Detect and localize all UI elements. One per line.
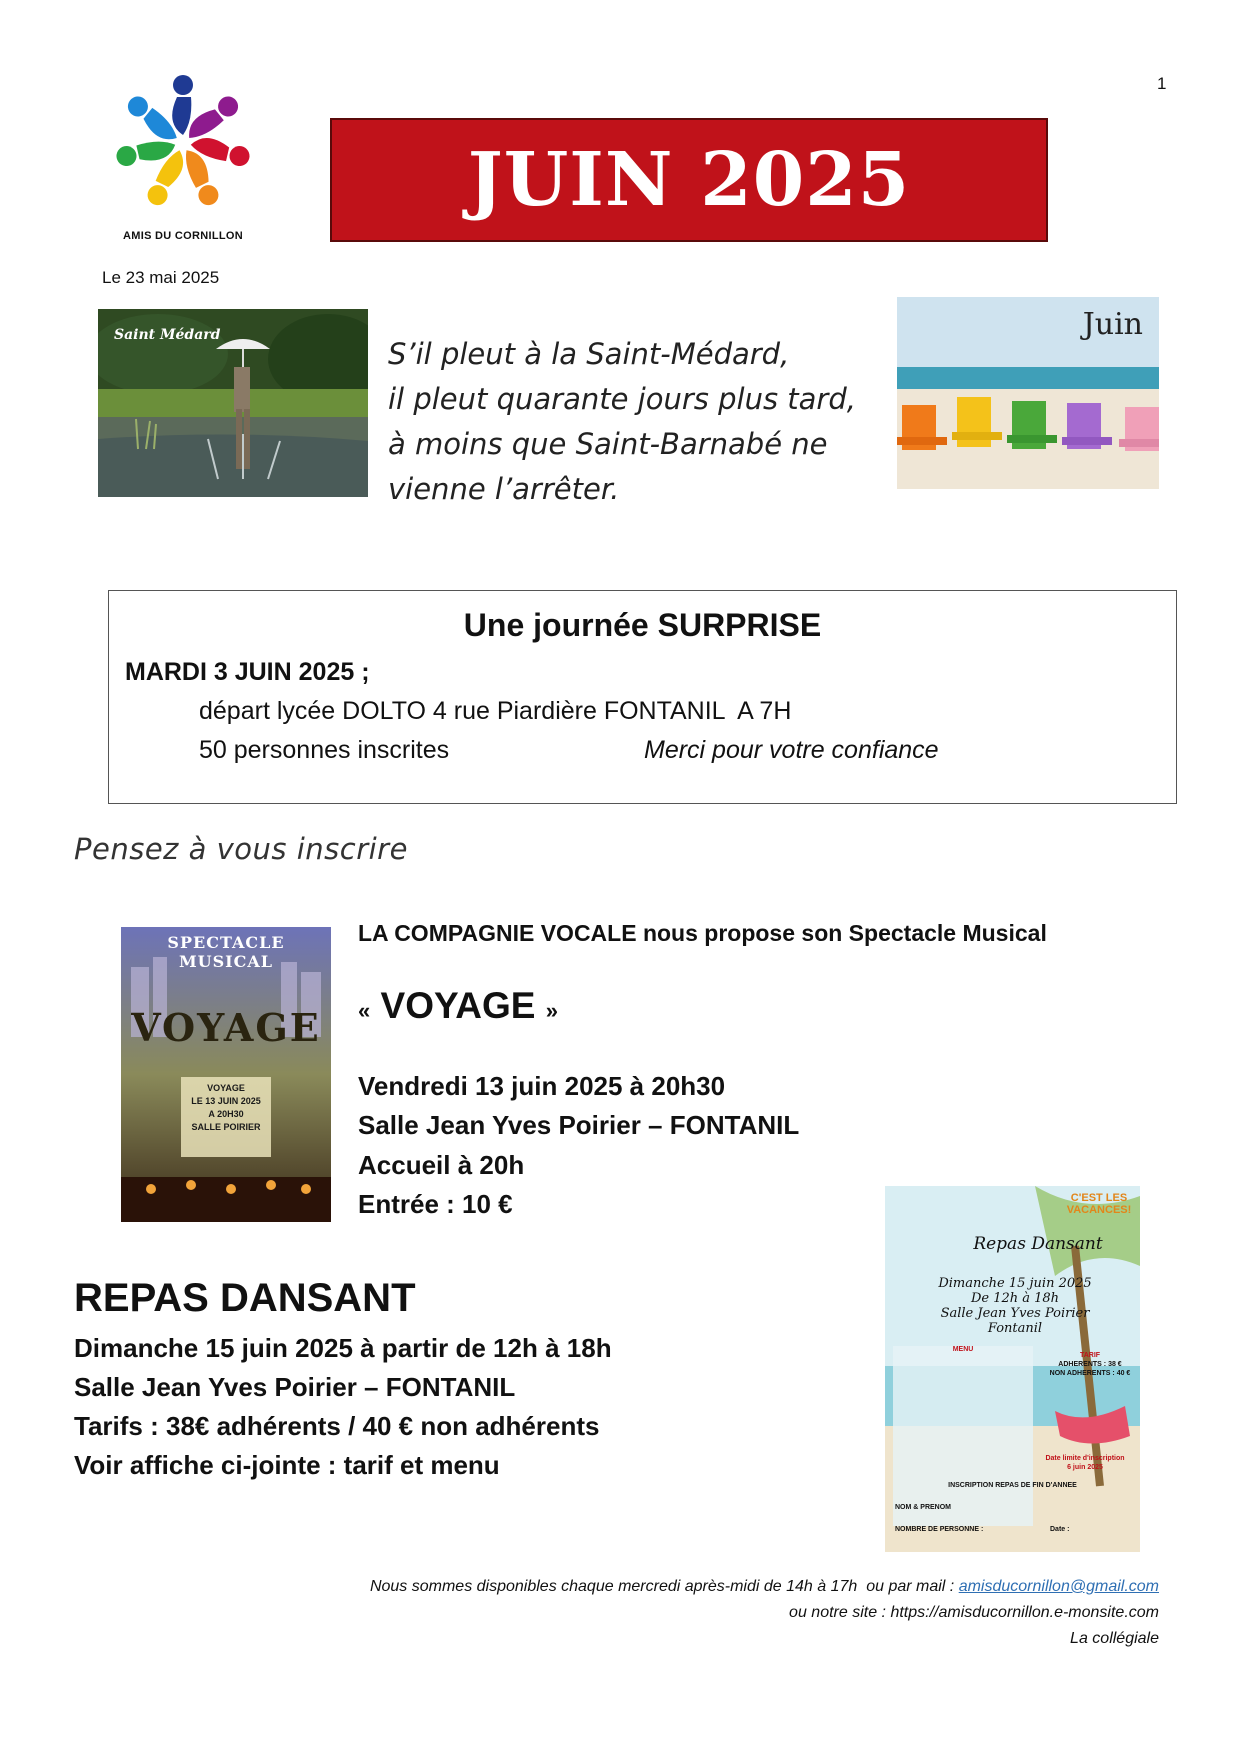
email-link[interactable]: amisducornillon@gmail.com bbox=[958, 1578, 1159, 1595]
poster-tarif bbox=[1045, 1351, 1135, 1378]
quote-open: « bbox=[358, 998, 371, 1023]
voyage-title-text: VOYAGE bbox=[380, 985, 536, 1026]
proverb-line: vienne l’arrêter. bbox=[388, 472, 620, 506]
poster-line: De 12h à 18h bbox=[970, 1291, 1060, 1306]
proverb-line: à moins que Saint-Barnabé ne bbox=[388, 427, 828, 461]
poster-menu-label: MENU bbox=[952, 1346, 974, 1353]
voyage-intro: LA COMPAGNIE VOCALE nous propose son Spectacle Musical bbox=[358, 920, 1047, 946]
voyage-title bbox=[358, 985, 558, 1027]
page-number: 1 bbox=[1157, 74, 1167, 93]
repas-date: Dimanche 15 juin 2025 à partir de 12h à 18h bbox=[74, 1333, 612, 1363]
surprise-thanks: Merci pour votre confiance bbox=[644, 736, 939, 764]
proverb-line: S’il pleut à la Saint-Médard, bbox=[388, 337, 790, 371]
poster-deadline-date: 6 juin 2025 bbox=[1067, 1464, 1103, 1471]
poster-event-info bbox=[905, 1276, 1125, 1336]
footer-availability: Nous sommes disponibles chaque mercredi après-midi de 14h à 17h ou par mail : bbox=[369, 1578, 959, 1595]
poster-line: Salle Jean Yves Poirier bbox=[940, 1306, 1090, 1321]
juin-caption: Juin bbox=[1082, 307, 1143, 342]
poster-title: Repas Dansant bbox=[973, 1234, 1103, 1254]
club-logo bbox=[108, 68, 258, 246]
voyage-poster-line: LE 13 JUIN 2025 bbox=[191, 1096, 261, 1106]
voyage-poster-title: VOYAGE bbox=[131, 1005, 321, 1050]
voyage-poster bbox=[121, 927, 331, 1222]
poster-deadline-label: Date limite d'inscription bbox=[1045, 1455, 1125, 1462]
proverb bbox=[388, 332, 868, 512]
saint-medard-photo bbox=[98, 309, 368, 497]
saint-medard-caption: Saint Médard bbox=[114, 327, 221, 343]
voyage-price: Entrée : 10 € bbox=[358, 1189, 513, 1219]
poster-line: Fontanil bbox=[987, 1321, 1043, 1336]
footer-contact bbox=[370, 1578, 1159, 1596]
repas-prices: Tarifs : 38€ adhérents / 40 € non adhérents bbox=[74, 1411, 600, 1441]
voyage-venue: Salle Jean Yves Poirier – FONTANIL bbox=[358, 1110, 800, 1140]
poster-registration-title: INSCRIPTION REPAS DE FIN D'ANNEE bbox=[948, 1482, 1077, 1489]
surprise-date: MARDI 3 JUIN 2025 ; bbox=[125, 658, 370, 686]
poster-people-field: NOMBRE DE PERSONNE : bbox=[895, 1526, 984, 1533]
poster-tarif-nonmembers: NON ADHERENTS : 40 € bbox=[1049, 1370, 1131, 1377]
poster-date-field: Date : bbox=[1050, 1526, 1070, 1533]
repas-venue: Salle Jean Yves Poirier – FONTANIL bbox=[74, 1372, 516, 1402]
repas-title: REPAS DANSANT bbox=[74, 1276, 416, 1320]
quote-close: » bbox=[545, 998, 558, 1023]
repas-dansant-poster bbox=[885, 1186, 1140, 1552]
voyage-welcome: Accueil à 20h bbox=[358, 1150, 525, 1180]
poster-badge: C'EST LES VACANCES! bbox=[1066, 1192, 1132, 1216]
voyage-poster-info bbox=[181, 1082, 271, 1134]
poster-name-field: NOM & PRENOM bbox=[895, 1504, 951, 1511]
surprise-departure: départ lycée DOLTO 4 rue Piardière FONTANIL A 7H bbox=[199, 697, 792, 725]
registration-reminder: Pensez à vous inscrire bbox=[74, 832, 408, 866]
poster-line: Dimanche 15 juin 2025 bbox=[938, 1276, 1092, 1291]
logo-text: AMIS DU CORNILLON bbox=[123, 230, 243, 242]
poster-tarif-label: TARIF bbox=[1079, 1352, 1101, 1359]
voyage-poster-line: VOYAGE bbox=[207, 1083, 245, 1093]
surprise-title: Une journée SURPRISE bbox=[463, 607, 822, 643]
voyage-date: Vendredi 13 juin 2025 à 20h30 bbox=[358, 1071, 726, 1101]
voyage-poster-line: SALLE POIRIER bbox=[191, 1122, 261, 1132]
poster-deadline bbox=[1035, 1454, 1135, 1472]
voyage-poster-line: A 20H30 bbox=[208, 1109, 244, 1119]
proverb-line: il pleut quarante jours plus tard, bbox=[388, 382, 856, 416]
repas-note: Voir affiche ci-jointe : tarif et menu bbox=[74, 1450, 500, 1480]
surprise-count: 50 personnes inscrites bbox=[199, 736, 450, 764]
footer-location: La collégiale bbox=[1070, 1630, 1159, 1647]
publication-date: Le 23 mai 2025 bbox=[102, 268, 220, 287]
footer-website: ou notre site : https://amisducornillon.e-monsite.com bbox=[789, 1604, 1159, 1621]
page-title: JUIN 2025 bbox=[467, 137, 911, 223]
title-banner bbox=[330, 118, 1048, 242]
surprise-day-box bbox=[108, 590, 1177, 804]
pinwheel-logo-icon bbox=[108, 68, 258, 228]
juin-beach-photo bbox=[897, 297, 1159, 489]
poster-tarif-members: ADHERENTS : 38 € bbox=[1058, 1361, 1122, 1368]
voyage-poster-header: SPECTACLE MUSICAL bbox=[167, 933, 285, 971]
